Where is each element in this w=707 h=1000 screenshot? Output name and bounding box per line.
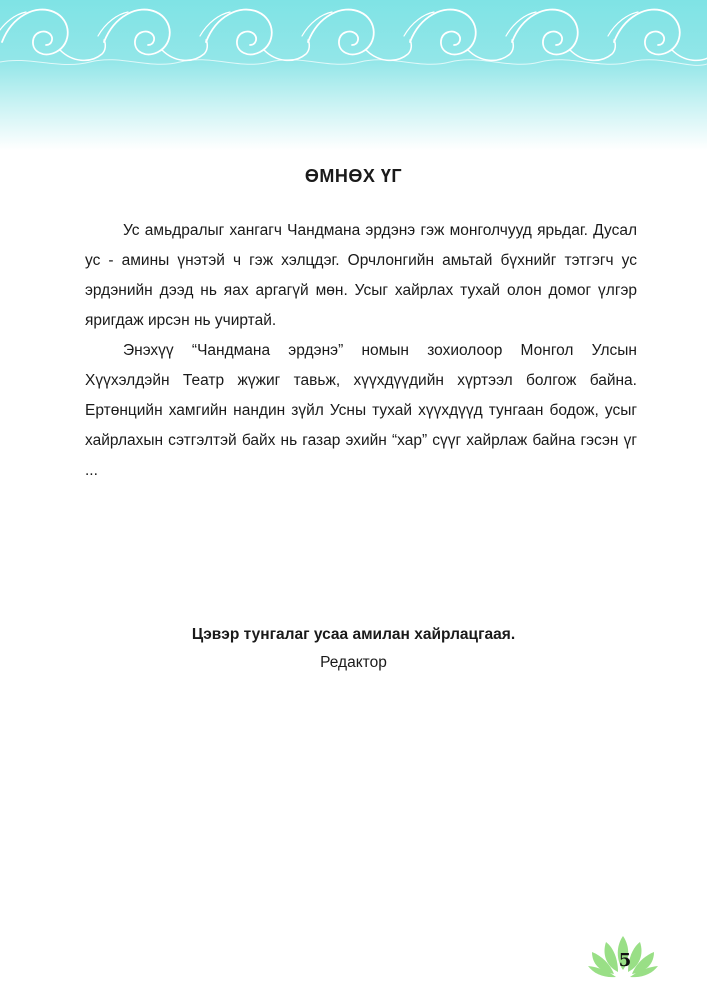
closing-slogan: Цэвэр тунгалаг усаа амилан хайрлацгаая. bbox=[191, 626, 516, 643]
wave-pattern bbox=[0, 0, 707, 150]
wave-swirl bbox=[302, 10, 411, 61]
wave-swirl bbox=[404, 10, 513, 61]
wave-swirl bbox=[200, 10, 309, 61]
wave-swirl bbox=[608, 10, 707, 61]
foreword-paragraph: Энэхүү “Чандмана эрдэнэ” номын зохиолоор Монгол Улсын Хүүхэлдэйн Театр жүжиг тавьж, хүүхдүүдийн хүртээл болгож байна. Ертөнцийн хамгийн нандин зүйл Усны тухай хүүхдүүд тунгаан бодож, усыг хайрлахын сэтгэлтэй байх нь газар эхийн “хар” сүүг хайрлаж байна гэсэн үг ... bbox=[85, 342, 637, 479]
signature: Редактор bbox=[320, 654, 387, 671]
closing-block bbox=[0, 621, 707, 677]
wave-swirl bbox=[98, 10, 207, 61]
page-number: 5 bbox=[618, 950, 632, 971]
page-title: ӨМНӨХ ҮГ bbox=[304, 166, 403, 186]
wave-swirl bbox=[506, 10, 615, 61]
foreword-body bbox=[85, 216, 637, 486]
wave-swirl bbox=[0, 10, 105, 61]
foreword-paragraph: Ус амьдралыг хангагч Чандмана эрдэнэ гэж монголчууд ярьдаг. Дусал ус - амины үнэтэй ч гэж хэлцдэг. Орчлонгийн амьтай бүхнийг тэтгэгч ус эрдэнийн дээд нь яах аргагүй мөн. Усыг хайрлах тухай олон домог үлгэр яригдаж ирсэн нь учиртай. bbox=[85, 222, 637, 329]
header-wave-band bbox=[0, 0, 707, 150]
